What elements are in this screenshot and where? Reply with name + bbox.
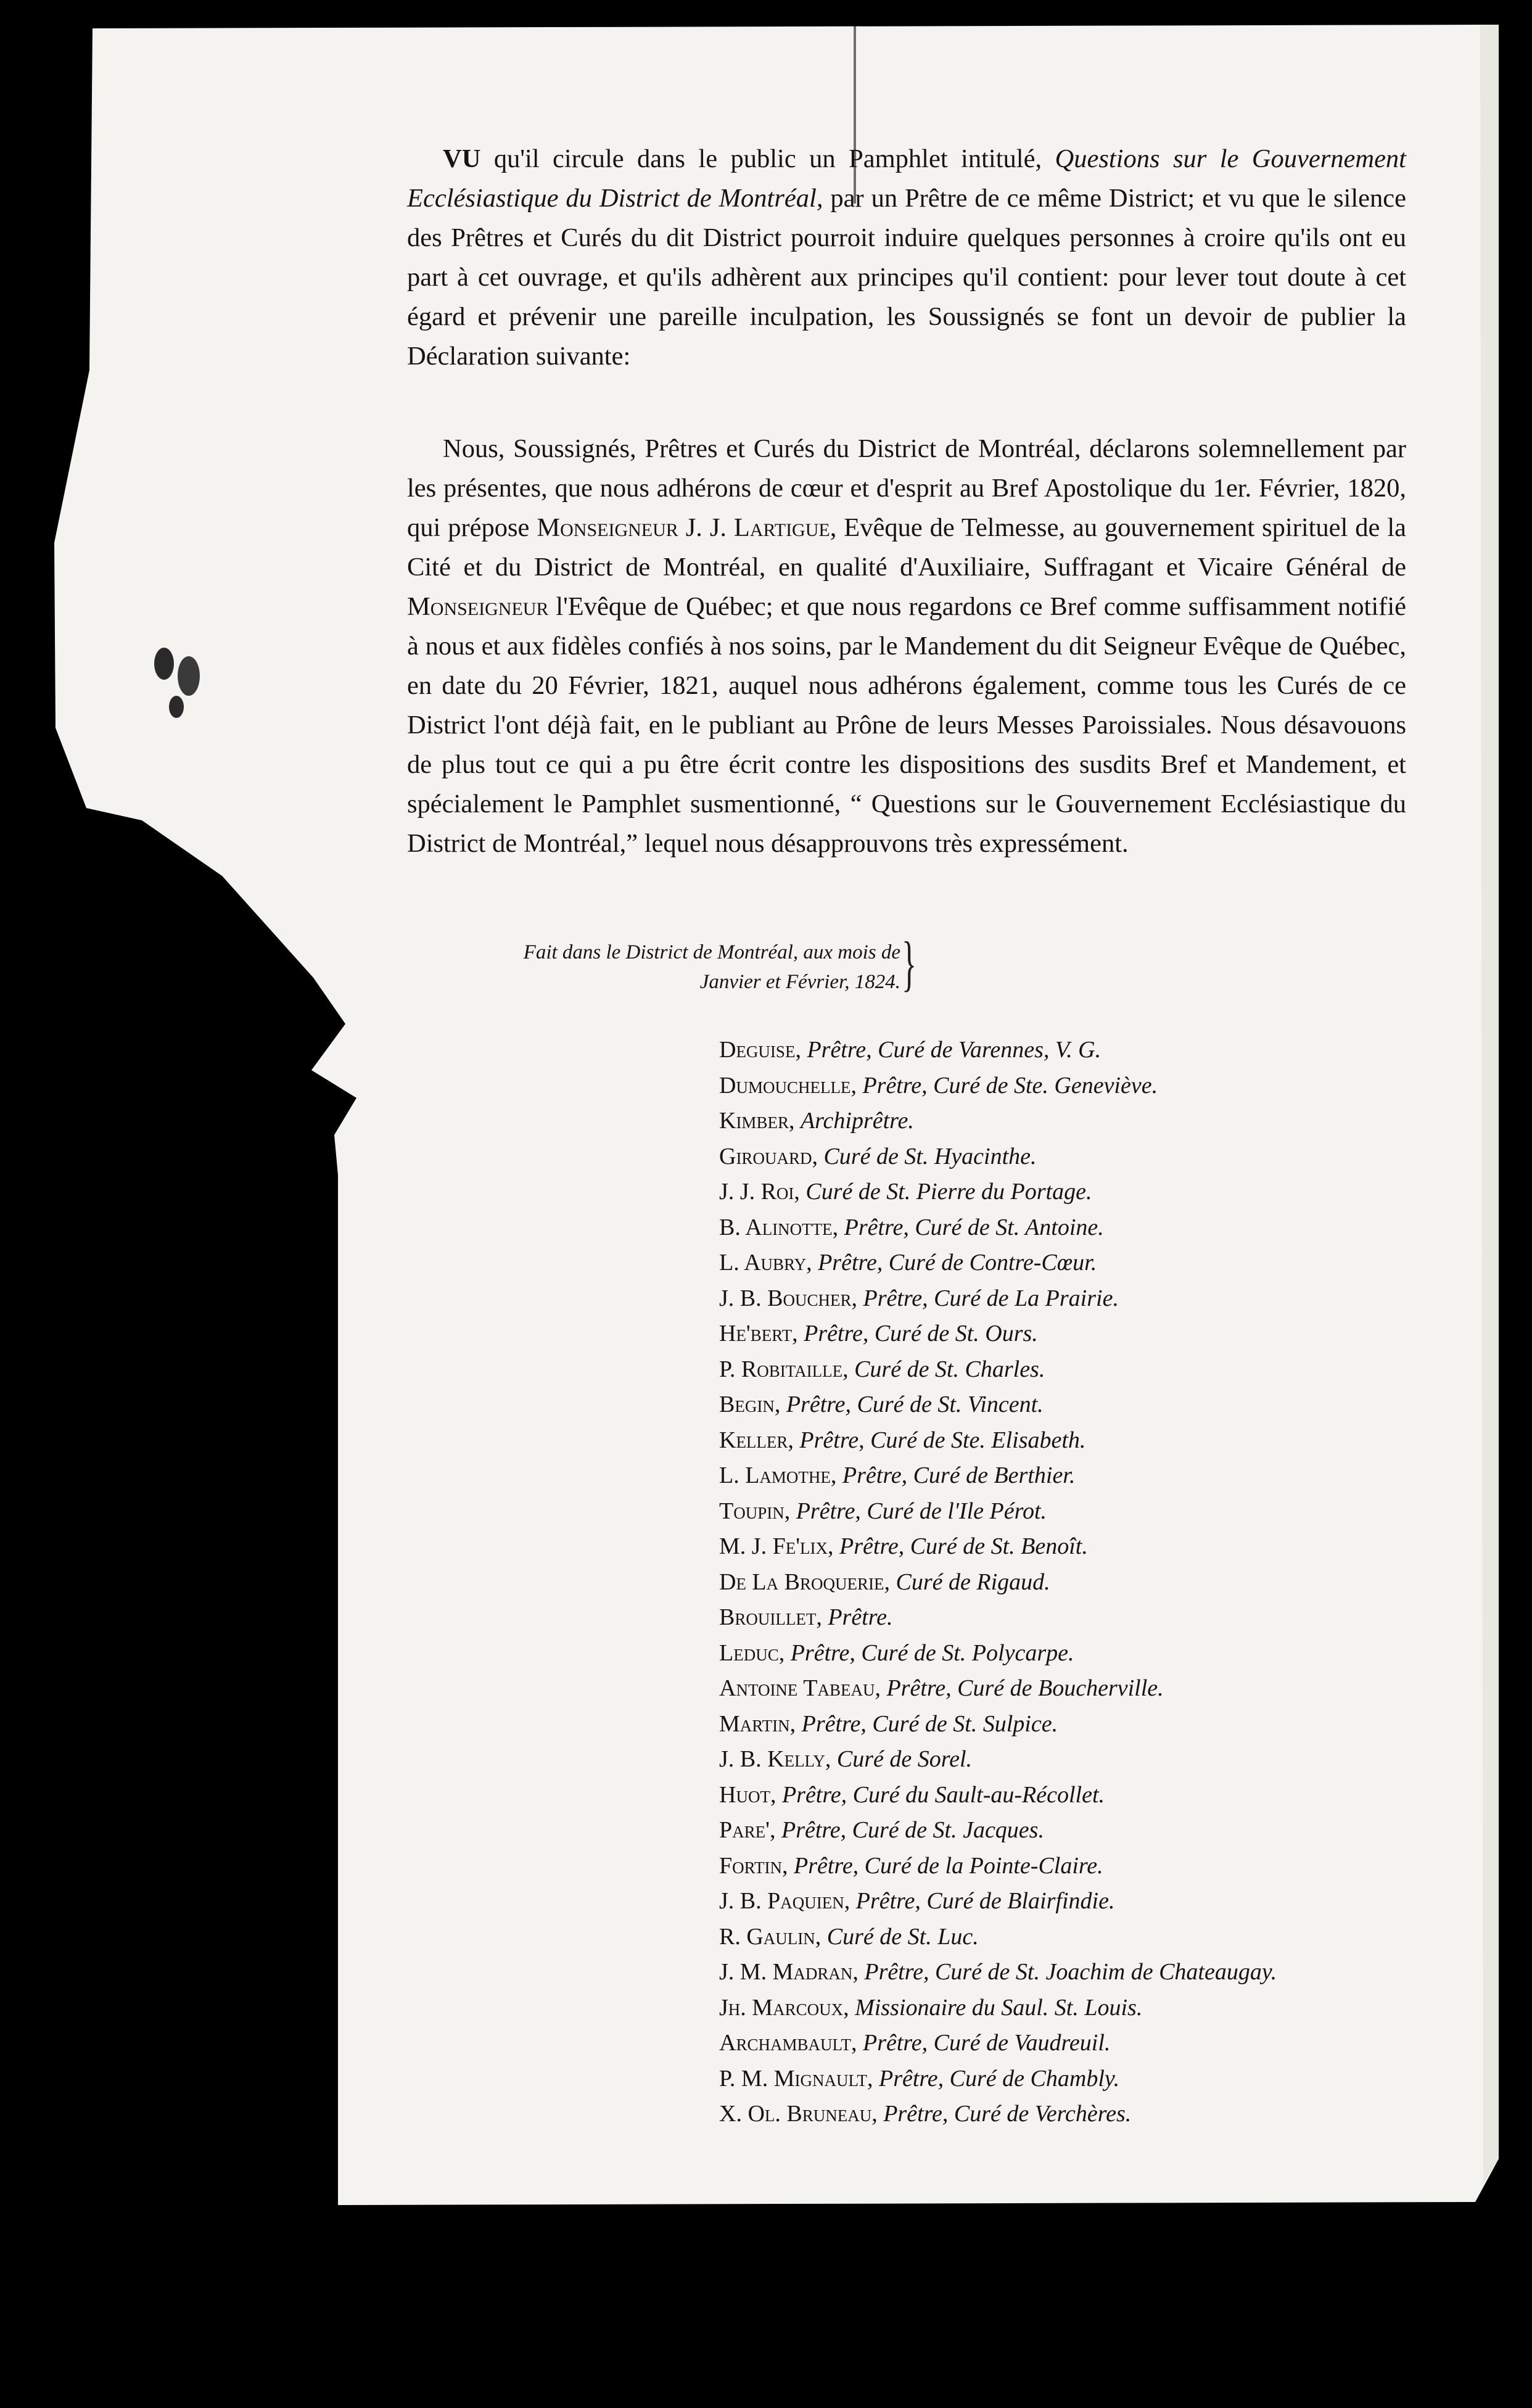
separator: , [795, 1037, 807, 1063]
signatory-title: Prêtre, Curé de St. Sulpice. [801, 1710, 1058, 1737]
signatory-name: He'bert [719, 1321, 793, 1346]
signatory-row [719, 1352, 1428, 1388]
signatory-title: Curé de St. Luc. [826, 1923, 979, 1950]
signatory-title: Curé de St. Hyacinthe. [823, 1143, 1037, 1169]
signatory-title: Prêtre, Curé de St. Benoît. [839, 1533, 1088, 1559]
signatory-title: Prêtre, Curé de Ste. Geneviève. [862, 1072, 1158, 1099]
signatory-name: R. Gaulin [719, 1923, 815, 1950]
signatory-row [719, 1813, 1428, 1849]
signatory-title: Prêtre, Curé de La Prairie. [863, 1285, 1119, 1311]
signatory-name: Begin [719, 1392, 775, 1417]
monseigneur-title: Monseigneur [407, 592, 549, 621]
signatory-row [719, 1103, 1428, 1139]
signatory-name: Girouard [719, 1143, 812, 1169]
signatory-name: Jh. Marcoux [719, 1994, 844, 2021]
preamble-text-a: qu'il circule dans le public un Pamphlet intitulé, [480, 144, 1055, 173]
signatory-list [719, 1033, 1428, 2132]
separator: , [816, 1604, 828, 1630]
signatory-title: Prêtre, Curé de Berthier. [842, 1462, 1076, 1488]
signatory-row [719, 1919, 1428, 1955]
signatory-name: B. Alinotte [719, 1214, 833, 1240]
separator: , [792, 1321, 804, 1346]
signatory-row [719, 1316, 1428, 1352]
signatory-name: Kimber [719, 1108, 789, 1134]
signatory-row [719, 1423, 1428, 1459]
signatory-title: Prêtre, Curé de St. Joachim de Chateaugay. [864, 1959, 1277, 1985]
signatory-name: P. M. Mignault [719, 2065, 867, 2092]
signatory-title: Curé de Rigaud. [896, 1569, 1050, 1595]
signatory-row [719, 1636, 1428, 1672]
signatory-title: Missionaire du Saul. St. Louis. [855, 1994, 1143, 2021]
separator: , [769, 1817, 781, 1843]
separator: , [784, 1498, 796, 1524]
signatory-row [719, 1600, 1428, 1636]
signatory-title: Prêtre, Curé de Varennes, V. G. [807, 1037, 1102, 1063]
signatory-name: De La Broquerie [719, 1569, 884, 1595]
separator: , [830, 1462, 842, 1488]
separator: , [825, 1746, 837, 1772]
signatory-row [719, 1139, 1428, 1175]
separator: , [778, 1639, 791, 1666]
signatory-row [719, 1990, 1428, 2026]
signatory-name: L. Aubry [719, 1250, 807, 1276]
separator: , [788, 1108, 801, 1134]
signatory-row [719, 2061, 1428, 2097]
signatory-name: M. J. Fe'lix [719, 1533, 828, 1559]
declaration-text-b: , Evêque de Telmesse, au gouvernement spirituel de la Cité et du District de Montréal, en qualité d'Auxiliaire, Suffragant et Vicaire Général de [407, 513, 1406, 582]
opening-word: VU [443, 144, 481, 173]
signatory-title: Prêtre, Curé de Verchères. [883, 2101, 1132, 2127]
separator: , [884, 1569, 896, 1595]
signatory-row [719, 1671, 1428, 1707]
separator: , [842, 1356, 855, 1382]
signatory-name: Toupin [719, 1498, 785, 1524]
signatory-title: Prêtre, Curé de St. Vincent. [786, 1392, 1044, 1417]
signatory-title: Prêtre, Curé de St. Jacques. [781, 1817, 1044, 1843]
signatory-row [719, 1033, 1428, 1068]
declaration-text-c: l'Evêque de Québec; et que nous regardons ce Bref comme suffisamment notifié à nous et aux fidèles confiés à nos soins, par le Mandement du dit Seigneur Evêque de Québec, en date du 20 Février, 1821, auquel nous adhérons également, comme tous les Curés de ce District l'ont déjà fait, en le publiant au Prône de leurs Messes Paroissiales. Nous désavouons de plus tout ce qui a pu être écrit contre les dispositions des susdits Bref et Mandement, et spécialement le Pamphlet susmentionné, “ Questions sur le Gouvernement Ecclésiastique du District de Montréal,” lequel nous désapprouvons très expressément. [407, 592, 1406, 858]
signatory-title: Prêtre, Curé de Vaudreuil. [862, 2030, 1111, 2056]
signatory-title: Prêtre, Curé de l'Ile Pérot. [796, 1498, 1047, 1524]
separator: , [843, 1994, 855, 2021]
separator: , [844, 1888, 856, 1914]
separator: , [806, 1250, 818, 1276]
signatory-name: X. Ol. Bruneau [719, 2101, 872, 2127]
separator: , [850, 2030, 863, 2056]
signatory-name: Fortin [719, 1852, 783, 1879]
signatory-row [719, 1068, 1428, 1104]
separator: , [812, 1143, 824, 1169]
separator: , [789, 1710, 802, 1737]
signatory-row [719, 1955, 1428, 1990]
separator: , [851, 1285, 863, 1311]
signatory-title: Prêtre, Curé de la Pointe-Claire. [794, 1852, 1103, 1879]
signatory-name: Archambault [719, 2030, 851, 2056]
signatory-row [719, 1565, 1428, 1601]
signatory-row [719, 1458, 1428, 1494]
signatory-row [719, 1387, 1428, 1423]
signatory-title: Prêtre, Curé de Ste. Elisabeth. [799, 1427, 1086, 1453]
signatory-name: J. B. Kelly [719, 1746, 825, 1772]
separator: , [782, 1852, 794, 1879]
separator: , [815, 1923, 827, 1950]
signatory-name: L. Lamothe [719, 1462, 831, 1488]
signatory-row [719, 1281, 1428, 1317]
signatory-name: J. B. Boucher [719, 1285, 852, 1311]
signatory-name: Pare' [719, 1817, 770, 1843]
separator: , [871, 2101, 884, 2127]
signatory-row [719, 2097, 1428, 2132]
dateline-line-2: Janvier et Février, 1824. [699, 971, 900, 993]
signatory-row [719, 1707, 1428, 1742]
preamble-paragraph [407, 139, 1406, 376]
declaration-paragraph [407, 429, 1406, 864]
signatory-row [719, 1742, 1428, 1778]
signatory-name: Martin [719, 1710, 790, 1737]
signatory-row [719, 1210, 1428, 1246]
signatory-row [719, 1529, 1428, 1565]
signatory-name: J. M. Madran [719, 1959, 853, 1985]
dateline-line-1: Fait dans le District de Montréal, aux mois de [523, 941, 900, 963]
signatory-title: Curé de St. Charles. [854, 1356, 1045, 1382]
signatory-title: Prêtre, Curé de Contre-Cœur. [818, 1250, 1097, 1276]
signatory-title: Curé de Sorel. [836, 1746, 973, 1772]
signatory-name: Keller [719, 1427, 788, 1453]
brace-glyph: } [902, 929, 916, 997]
signatory-name: J. B. Paquien [719, 1888, 844, 1914]
separator: , [832, 1214, 844, 1240]
signatory-title: Prêtre. [828, 1604, 893, 1630]
separator: , [788, 1427, 800, 1453]
bishop-lartigue: Monseigneur J. J. Lartigue [537, 513, 830, 542]
signatory-title: Prêtre, Curé de Boucherville. [886, 1675, 1164, 1701]
signatory-name: J. J. Roi [719, 1179, 794, 1205]
signatory-row [719, 2026, 1428, 2061]
signatory-row [719, 1174, 1428, 1210]
signatory-row [719, 1494, 1428, 1530]
signatory-name: Deguise [719, 1037, 796, 1063]
signatory-title: Prêtre, Curé de Blairfindie. [855, 1888, 1115, 1914]
dateline [432, 938, 900, 997]
ink-smudge [146, 639, 220, 732]
signatory-title: Prêtre, Curé de Chambly. [879, 2065, 1120, 2092]
signatory-title: Archiprêtre. [800, 1108, 914, 1134]
signatory-name: Huot [719, 1781, 770, 1808]
separator: , [828, 1533, 840, 1559]
declaration-text-a: Nous, Soussignés, Prêtres et Curés du District de Montréal, déclarons solemnellement par les présentes, que nous adhérons de cœur et d'esprit au Bref Apostolique du 1er. Février, 1820, qui prépose [407, 434, 1406, 542]
signatory-name: Dumouchelle [719, 1072, 851, 1099]
signatory-name: P. Robitaille [719, 1356, 843, 1382]
signatory-row [719, 1245, 1428, 1281]
separator: , [850, 1072, 863, 1099]
signatory-name: Antoine Tabeau [719, 1675, 875, 1701]
signatory-row [719, 1884, 1428, 1919]
signatory-title: Curé de St. Pierre du Portage. [805, 1179, 1092, 1205]
separator: , [774, 1392, 786, 1417]
separator: , [770, 1781, 782, 1808]
separator: , [794, 1179, 806, 1205]
separator: , [852, 1959, 865, 1985]
signatory-title: Prêtre, Curé de St. Ours. [804, 1321, 1038, 1346]
signatory-row [719, 1778, 1428, 1813]
separator: , [875, 1675, 887, 1701]
separator: , [867, 2065, 879, 2092]
signatory-name: Leduc [719, 1639, 779, 1666]
signatory-row [719, 1849, 1428, 1884]
signatory-title: Prêtre, Curé de St. Antoine. [844, 1214, 1104, 1240]
signatory-name: Brouillet [719, 1604, 817, 1630]
signatory-title: Prêtre, Curé du Sault-au-Récollet. [781, 1781, 1105, 1808]
signatory-title: Prêtre, Curé de St. Polycarpe. [790, 1639, 1074, 1666]
preamble-text-b: par un Prêtre de ce même District; et vu que le silence des Prêtres et Curés du dit District pourroit induire quelques personnes à croire qu'ils ont eu part à cet ouvrage, et qu'ils adhèrent aux principes qu'il contient: pour lever tout doute à cet égard et prévenir une pareille inculpation, les Soussignés se font un devoir de publier la Déclaration suivante: [407, 184, 1406, 371]
pamphlet-title: Questions sur le Gouvernement Ecclésiastique du District de Montréal, [407, 144, 1406, 213]
